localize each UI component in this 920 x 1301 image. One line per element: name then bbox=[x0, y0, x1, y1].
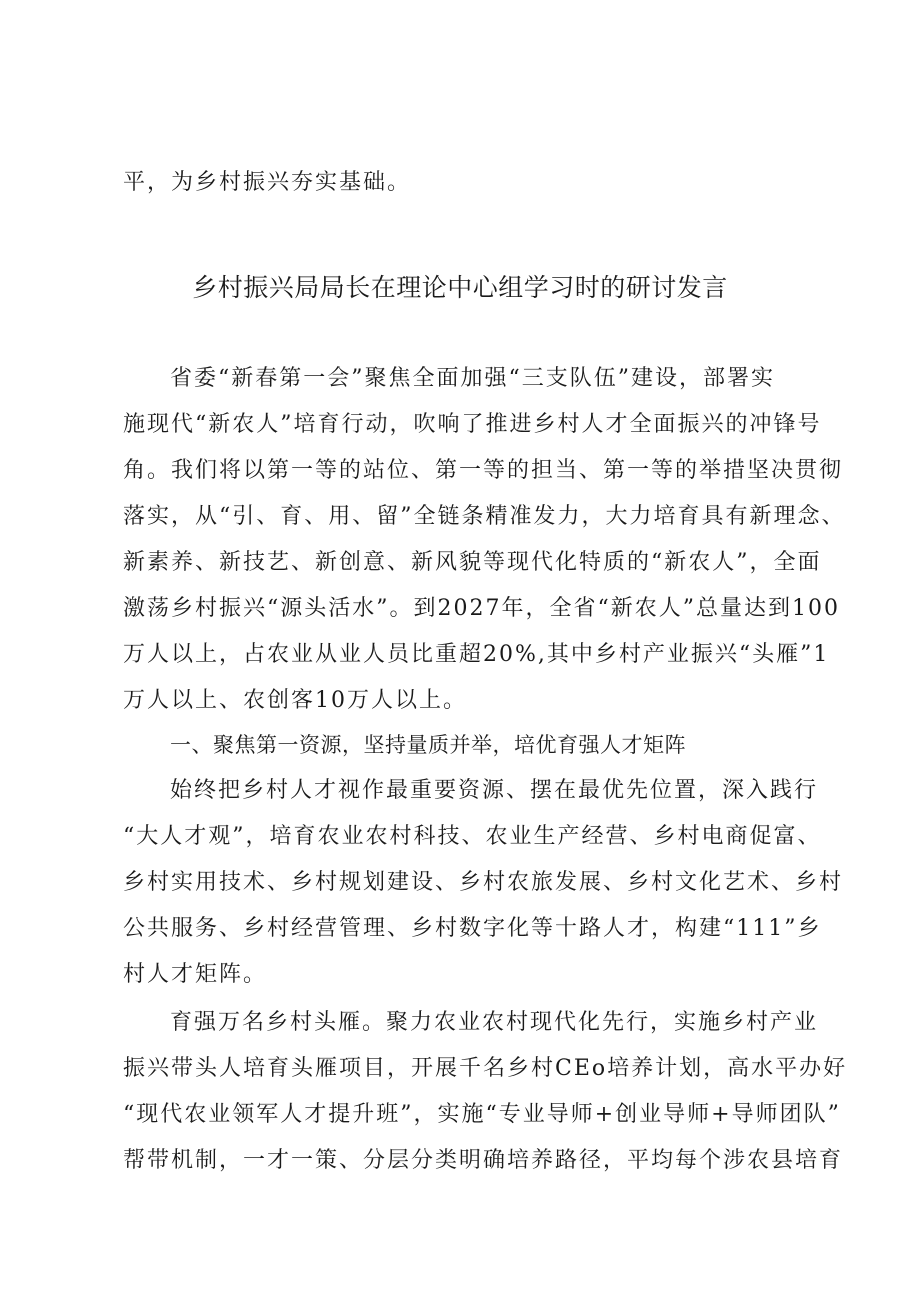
carryover-line: 平，为乡村振兴夯实基础。 bbox=[123, 170, 412, 195]
intro-line: 新素养、新技艺、新创意、新风貌等现代化特质的“新农人”，全面 bbox=[123, 550, 822, 575]
paragraph-line: 育强万名乡村头雁。聚力农业农村现代化先行，实施乡村产业 bbox=[170, 1010, 819, 1035]
paragraph-line: 乡村实用技术、乡村规划建设、乡村农旅发展、乡村文化艺术、乡村 bbox=[123, 870, 844, 895]
intro-line: 万人以上、农创客10万人以上。 bbox=[123, 688, 467, 713]
document-title: 乡村振兴局局长在理论中心组学习时的研讨发言 bbox=[192, 273, 728, 302]
intro-line: 角。我们将以第一等的站位、第一等的担当、第一等的举措坚决贯彻 bbox=[123, 458, 844, 483]
paragraph-line: 振兴带头人培育头雁项目，开展千名乡村CEo培养计划，高水平办好 bbox=[123, 1056, 848, 1081]
paragraph-line: “大人才观”，培育农业农村科技、农业生产经营、乡村电商促富、 bbox=[123, 824, 822, 849]
paragraph-line: “现代农业领军人才提升班”，实施“专业导师+创业导师+导师团队” bbox=[123, 1102, 841, 1127]
intro-line: 施现代“新农人”培育行动，吹响了推进乡村人才全面振兴的冲锋号 bbox=[123, 412, 822, 437]
intro-line: 省委“新春第一会”聚焦全面加强“三支队伍”建设，部署实 bbox=[170, 366, 775, 391]
paragraph-line: 始终把乡村人才视作最重要资源、摆在最优先位置，深入践行 bbox=[170, 778, 819, 803]
section-heading: 一、聚焦第一资源，坚持量质并举，培优育强人才矩阵 bbox=[170, 733, 686, 757]
paragraph-line: 村人才矩阵。 bbox=[123, 962, 268, 987]
paragraph-line: 公共服务、乡村经营管理、乡村数字化等十路人才，构建“111”乡 bbox=[123, 916, 822, 941]
intro-line: 激荡乡村振兴“源头活水”。到2027年，全省“新农人”总量达到100 bbox=[123, 596, 840, 621]
paragraph-line: 帮带机制，一才一策、分层分类明确培养路径，平均每个涉农县培育 bbox=[123, 1148, 844, 1173]
intro-line: 落实，从“引、育、用、留”全链条精准发力，大力培育具有新理念、 bbox=[123, 504, 846, 529]
intro-line: 万人以上，占农业从业人员比重超20%,其中乡村产业振兴“头雁”1 bbox=[123, 642, 830, 667]
